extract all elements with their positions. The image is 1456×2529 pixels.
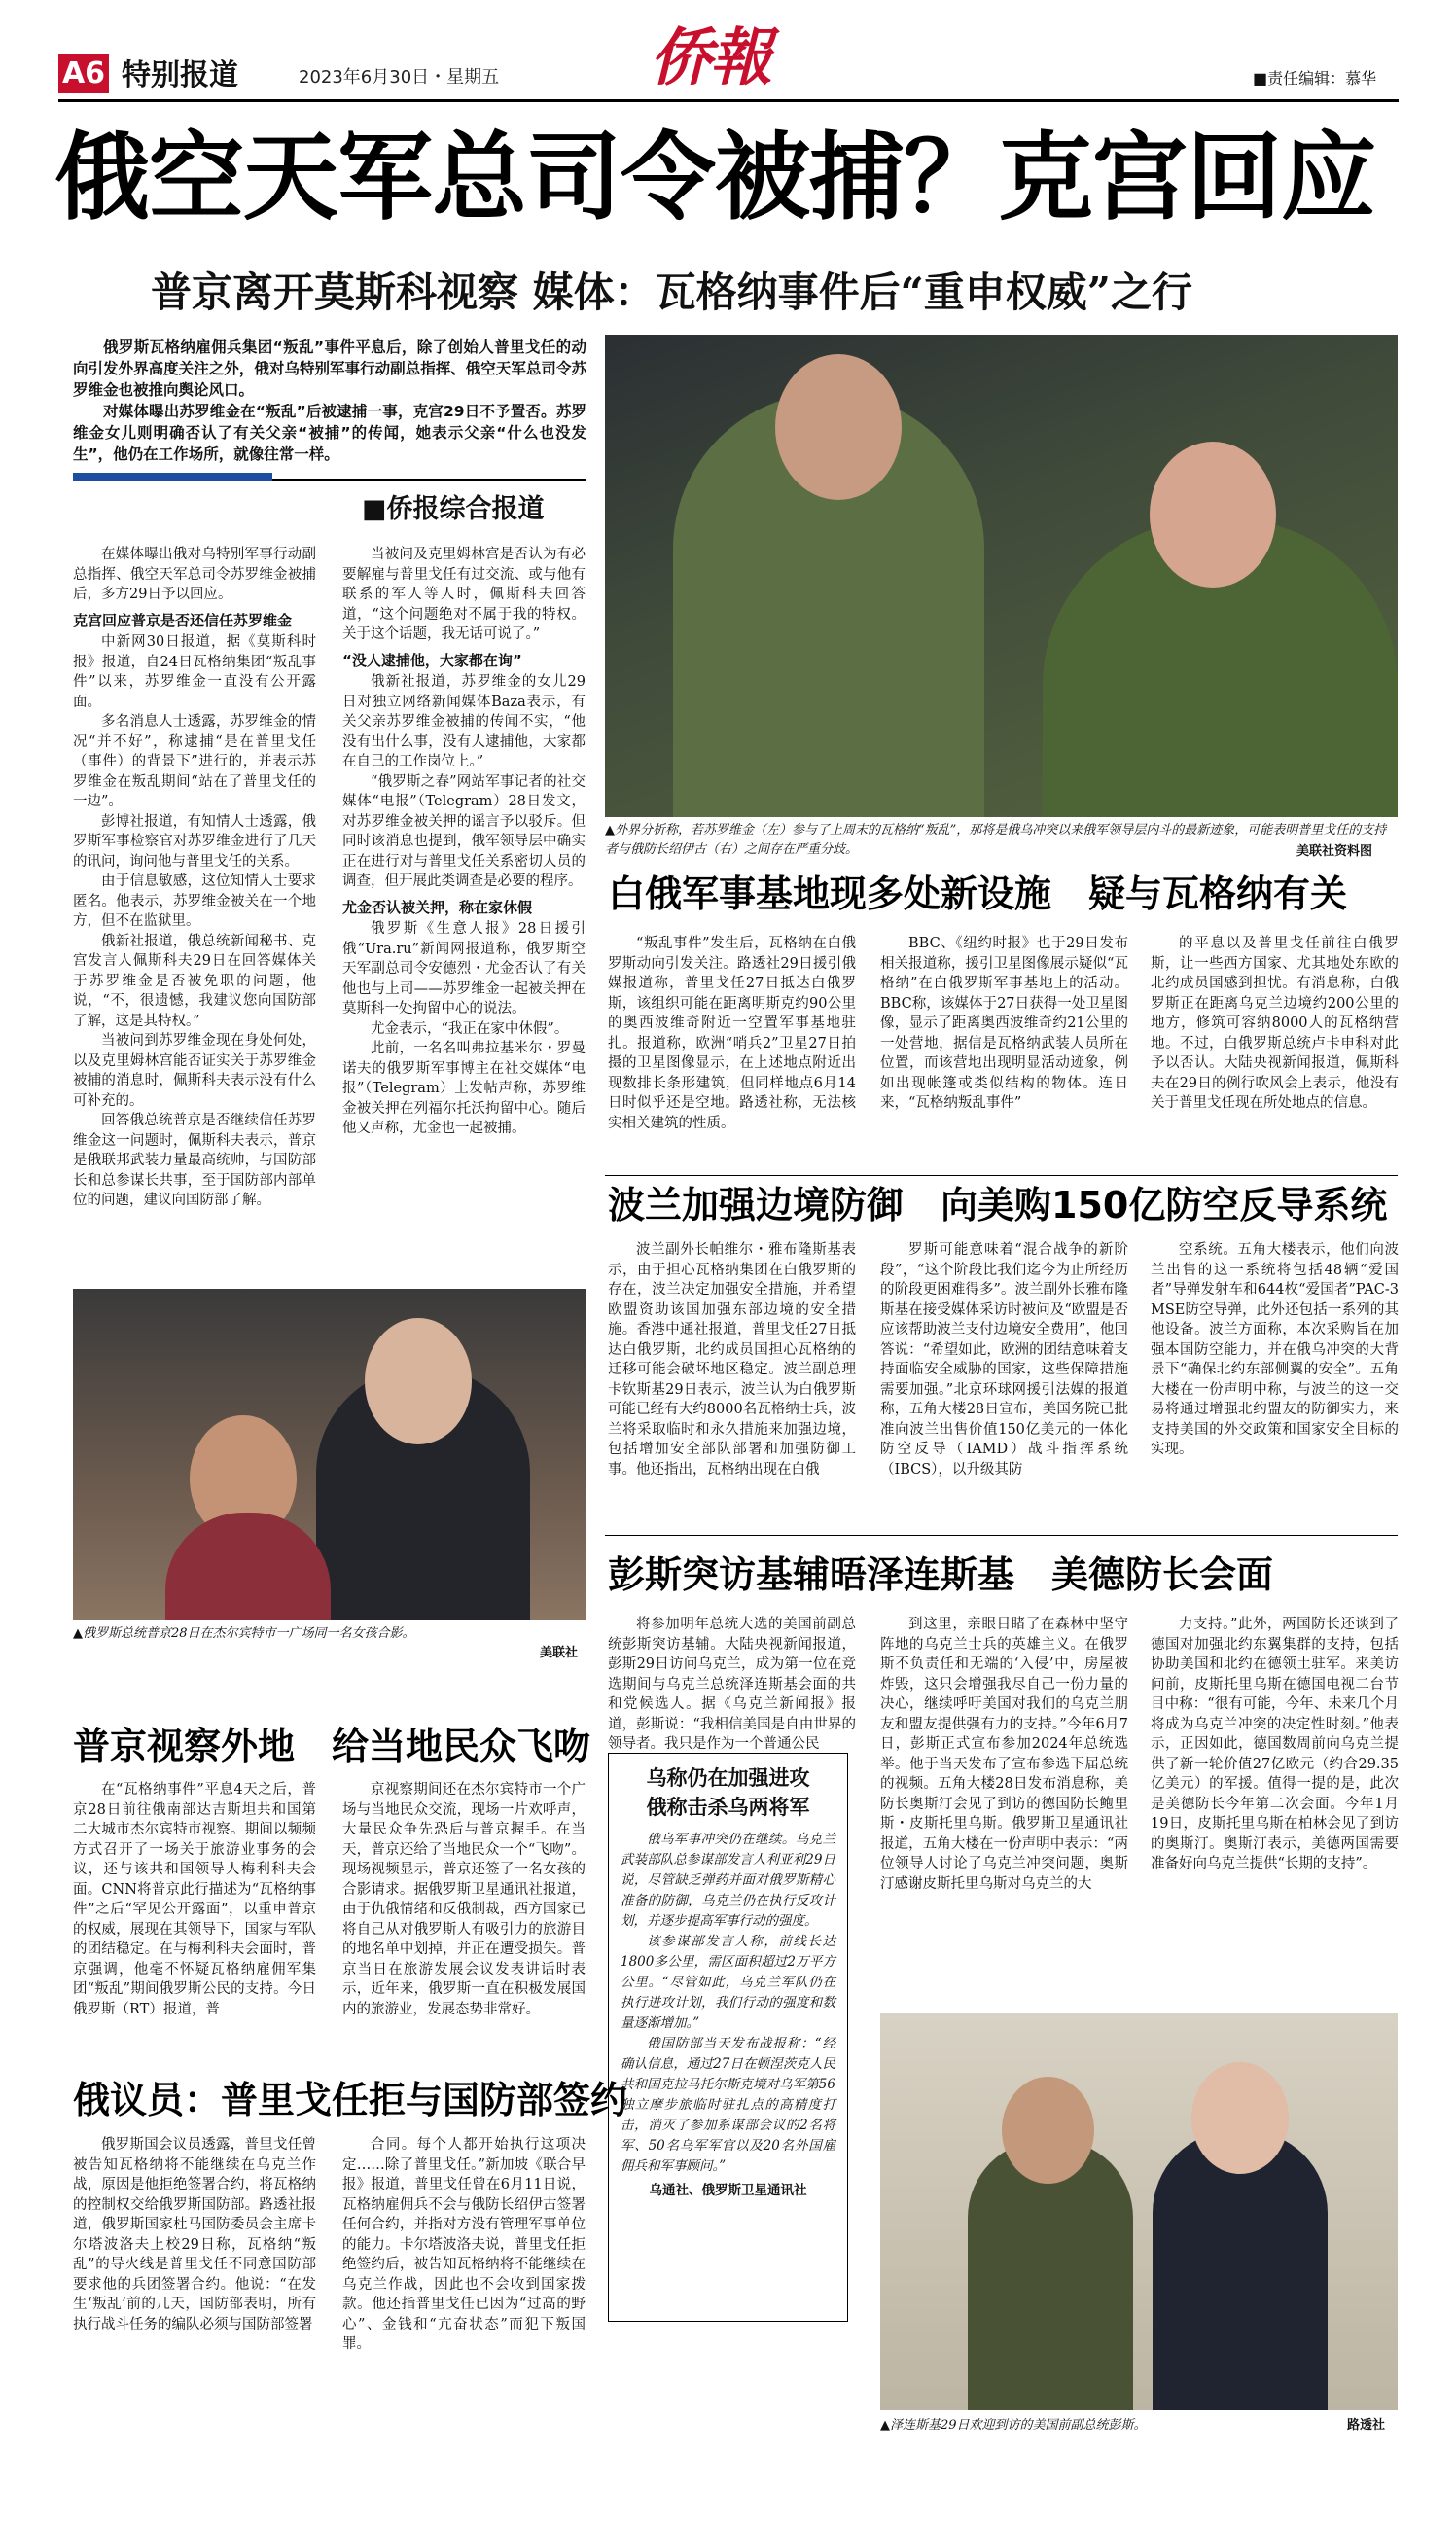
editor-credit: ■责任编辑：慕华 bbox=[1253, 69, 1377, 88]
paragraph: 在媒体曝出俄对乌特别军事行动副总指挥、俄空天军总司令苏罗维金被捕后，多方29日予以回应。 bbox=[73, 547, 316, 602]
story3-rule bbox=[605, 1175, 1398, 1176]
officer-left-head bbox=[775, 354, 902, 500]
lead-photo bbox=[605, 335, 1398, 817]
paragraph: 多名消息人士透露，苏罗维金的情况“并不好”，称逮捕“是在普里戈任（事件）的背景下”进行的，并表示苏罗维金在叛乱期间“站在了普里戈任的一边”。 bbox=[73, 714, 316, 809]
paragraph: 此前，一名名叫弗拉基米尔・罗曼诺夫的俄罗斯军事博主在社交媒体“电报”（Telegram）上发帖声称，苏罗维金被关押在列福尔托沃拘留中心。随后他又声称，尤金也一起被捕。 bbox=[342, 1041, 586, 1136]
box-paragraph: 俄国防部当天发布战报称：“经确认信息，通过27日在顿涅茨克人民共和国克拉马托尔斯克境对乌军第56独立摩步旅临时驻扎点的高精度打击，消灭了参加系谋部会议的2名将军、50名乌军军官以及20名外国雇佣兵和军事顾问。” bbox=[621, 2036, 835, 2174]
lead-photo-credit: 美联社资料图 bbox=[1296, 844, 1373, 859]
zelensky-photo-credit: 路透社 bbox=[1347, 2418, 1386, 2433]
story4-column-1: 在“瓦格纳事件”平息4天之后，普京28日前往俄南部达吉斯坦共和国第二大城市杰尔宾特市视察。期间以频频方式召开了一场关于旅游业事务的会议，还与该共和国领导人梅利科夫会面。CNN将普京此行描述为“瓦格纳事件”之后“罕见公开露面”，以重申普京的权威，展现在其领导下，国家与军队的团结稳定。在与梅利科夫会面时，普京强调，他毫不怀疑瓦格纳雇佣军集团“叛乱”期间俄罗斯公民的支持。今日俄罗斯（RT）报道，普 bbox=[73, 1782, 316, 2017]
story6-column-3: 力支持。”此外，两国防长还谈到了德国对加强北约东翼集群的支持，包括协助美国和北约在德领土驻军。来美访问前，皮斯托里乌斯在德国电视二台节目中称：“很有可能，今年、未来几个月将成为乌克兰冲突的决定性时刻。”他表示，正因如此，德国数周前向乌克兰提供了新一轮价值27亿欧元（约合29.35亿美元）的军援。值得一提的是，此次是美德防长今年第二次会面。今年1月19日，皮斯托里乌斯在柏林会见了到访的奥斯汀。奥斯汀表示，美德两国需要准备好向乌克兰提供“长期的支持”。 bbox=[1151, 1617, 1399, 1871]
header-rule bbox=[58, 99, 1399, 102]
subhead: 克宫回应普京是否还信任苏罗维金 bbox=[73, 611, 293, 629]
story3-column-3: 空系统。五角大楼表示，他们向波兰出售的这一系统将包括48辆“爱国者”导弹发射车和644枚“爱国者”PAC-3 MSE防空导弹，此外还包括一系列的其他设备。波兰方面称，本次采购旨在加强本国防空能力，并在俄乌冲突的大背景下“确保北约东部侧翼的安全”。五角大楼在一份声明中称，与波兰的这一交易将通过增强北约盟友的防御实力，来支持美国的外交政策和国家安全目标的实现。 bbox=[1151, 1242, 1399, 1457]
story4-column-2: 京视察期间还在杰尔宾特市一个广场与当地民众交流，现场一片欢呼声，大量民众争先恐后与普京握手。在当天，普京还给了当地民众一个“飞吻”。现场视频显示，普京还签了一名女孩的合影请求。据俄罗斯卫星通讯社报道，由于仇俄情绪和反俄制裁，西方国家已将自己从对俄罗斯人有吸引力的旅游目的地名单中划掉，并正在遭受损失。普京当日在旅游发展会议发表讲话时表示，近年来，俄罗斯一直在积极发展国内的旅游业，发展态势非常好。 bbox=[342, 1782, 586, 2017]
paragraph: 由于信息敏感，这位知情人士要求匿名。他表示，苏罗维金被关在一个地方，但不在监狱里。 bbox=[73, 873, 316, 929]
story2-column-2: BBC、《纽约时报》也于29日发布相关报道称，援引卫星图像展示疑似“瓦格纳”在白俄罗斯军事基地上的活动。BBC称，该媒体于27日获得一处卫星图像，显示了距离奥西波维奇约21公里的一处营地，据信是瓦格纳武装人员所在位置，而该营地出现明显活动迹象，例如出现帐篷或类似结构的物体。连日来，“瓦格纳叛乱事件” bbox=[880, 936, 1128, 1111]
sidebar-box bbox=[608, 1753, 848, 2322]
putin-photo bbox=[73, 1289, 586, 1620]
box-credit: 乌通社、俄罗斯卫星通讯社 bbox=[649, 2183, 807, 2198]
page-number-badge bbox=[58, 54, 109, 93]
lead-subheadline: 普京离开莫斯科视察 媒体：瓦格纳事件后“重申权威”之行 bbox=[151, 268, 1192, 316]
story3-column-2: 罗斯可能意味着“混合战争的新阶段”，“这个阶段比我们迄今为止所经历的阶段更困难得多”。波兰副外长雅布隆斯基在接受媒体采访时被问及“欧盟是否应该帮助波兰支付边境安全费用”，他回答说：“希望如此，欧洲的团结意味着支持面临安全威胁的国家，这些保障措施需要加强。”北京环球网援引法媒的报道称，五角大楼28日宣布，美国务院已批准向波兰出售价值150亿美元的一体化防空反导（IAMD）战斗指挥系统（IBCS），以升级其防 bbox=[880, 1242, 1128, 1478]
box-paragraph: 该参谋部发言人称，前线长达1800多公里，需区面积超过2万平方公里。“尽管如此，乌克兰军队仍在执行进攻计划，我们行动的强度和数量逐渐增加。” bbox=[621, 1934, 835, 2031]
story6-column-2: 到这里，亲眼目睹了在森林中坚守阵地的乌克兰士兵的英雄主义。在俄罗斯不负责任和无端的‘入侵’中，房屋被炸毁，这只会增强我尽自己一份力量的决心，继续呼吁美国对我们的乌克兰朋友和盟友提供强有力的支持。”今年6月7日，彭斯正式宣布参加2024年总统选举。他于当天发布了宣布参选下届总统的视频。五角大楼28日发布消息称，美防长奥斯汀会见了到访的德国防长鲍里斯・皮斯托里乌斯。俄罗斯卫星通讯社报道，五角大楼在一份声明中表示：“两位领导人讨论了乌克兰冲突问题，奥斯汀感谢皮斯托里乌斯对乌克兰的大 bbox=[880, 1617, 1128, 1892]
lead-headline: 俄空天军总司令被捕？克宫回应 bbox=[54, 123, 1376, 233]
lead-summary bbox=[73, 337, 586, 465]
story3-column-1: 波兰副外长帕维尔・雅布隆斯基表示，由于担心瓦格纳集团在白俄罗斯的存在，波兰决定加强安全措施，并希望欧盟资助该国加强东部边境的安全措施。香港中通社报道，普里戈任27日抵达白俄罗斯，北约成员国担心瓦格纳的迁移可能会破坏地区稳定。波兰副总理卡钦斯基29日表示，波兰认为白俄罗斯可能已经有大约8000名瓦格纳士兵，波兰将采取临时和永久措施来加强边境，包括增加安全部队部署和加强防御工事。他还指出，瓦格纳出现在白俄 bbox=[608, 1242, 856, 1478]
story2-column-1: “叛乱事件”发生后，瓦格纳在白俄罗斯动向引发关注。路透社29日援引俄媒报道称，普里戈任27日抵达白俄罗斯，该组织可能在距离明斯克约90公里的奥西波维奇附近一空置军事基地驻扎。报道称，欧洲“哨兵2”卫星27日拍摄的卫星图像显示，在上述地点附近出现数排长条形建筑，但同样地点6月14日时似乎还是空地。路透社称，无法核实相关建筑的性质。 bbox=[608, 936, 856, 1131]
putin-photo-credit: 美联社 bbox=[540, 1646, 579, 1660]
story4-headline: 普京视察外地 给当地民众飞吻 bbox=[73, 1725, 591, 1767]
subhead: “没人逮捕他，大家都在询” bbox=[342, 651, 522, 669]
paragraph: 俄新社报道，苏罗维金的女儿29日对独立网络新闻媒体Baza表示，有关父亲苏罗维金被捕的传闻不实，“他没有出什么事，没有人逮捕他，大家都在自己的工作岗位上。” bbox=[342, 674, 586, 769]
zelensky-head bbox=[1002, 2077, 1094, 2184]
story2-headline: 白俄军事基地现多处新设施 疑与瓦格纳有关 bbox=[608, 873, 1348, 915]
putin-photo-caption: ▲俄罗斯总统普京28日在杰尔宾特市一广场同一名女孩合影。 bbox=[73, 1626, 415, 1641]
story2-column-3: 的平息以及普里戈任前往白俄罗斯，让一些西方国家、尤其地处东欧的北约成员国感到担忧。有消息称，白俄罗斯正在距离乌克兰边境约200公里的地方，修筑可容纳8000人的瓦格纳营地。不过，白俄罗斯总统卢卡申科对此予以否认。大陆央视新闻报道，佩斯科夫在29日的例行吹风会上表示，他没有关于普里戈任现在所处地点的信息。 bbox=[1151, 936, 1399, 1111]
section-title: 特别报道 bbox=[122, 58, 238, 92]
paragraph: 当被问到苏罗维金现在身处何处，以及克里姆林宫能否证实关于苏罗维金被捕的消息时，佩斯科夫表示没有什么可补充的。 bbox=[73, 1033, 316, 1109]
story6-rule bbox=[605, 1535, 1398, 1536]
summary-paragraph: 俄罗斯瓦格纳雇佣兵集团“叛乱”事件平息后，除了创始人普里戈任的动向引发外界高度关注之外，俄对乌特别军事行动副总指挥、俄空天军总司令苏罗维金也被推向舆论风口。 bbox=[73, 338, 586, 399]
story3-headline: 波兰加强边境防御 向美购150亿防空反导系统 bbox=[608, 1184, 1388, 1227]
zelensky-photo-caption: ▲泽连斯基29日欢迎到访的美国前副总统彭斯。 bbox=[880, 2418, 1147, 2433]
box-paragraph: 俄乌军事冲突仍在继续。乌克兰武装部队总参谋部发言人利亚利29日说，尽管缺乏弹药并面对俄罗斯精心准备的防御，乌克兰仍在执行反攻计划，并逐步提高军事行动的强度。 bbox=[621, 1832, 835, 1929]
girl-figure bbox=[165, 1513, 331, 1620]
summary-paragraph: 对媒体曝出苏罗维金在“叛乱”后被逮捕一事，克宫29日不予置否。苏罗维金女儿则明确否认了有关父亲“被捕”的传闻，她表示父亲“什么也没发生”，他仍在工作场所，就像往常一样。 bbox=[73, 403, 586, 463]
story5-headline: 俄议员：普里戈任拒与国防部签约 bbox=[73, 2079, 628, 2121]
paragraph: 俄新社报道，俄总统新闻秘书、克宫发言人佩斯科夫29日在回答媒体关于苏罗维金是否被免职的问题，他说，“不，很遗憾，我建议您向国防部了解，这是其特权。” bbox=[73, 933, 316, 1029]
paragraph: 尤金表示，“我正在家中休假”。 bbox=[371, 1020, 569, 1037]
subhead: 尤金否认被关押，称在家休假 bbox=[342, 898, 533, 916]
zelensky-pence-photo bbox=[880, 2013, 1398, 2410]
story5-column-1: 俄罗斯国会议员透露，普里戈任曾被告知瓦格纳将不能继续在乌克兰作战，原因是他拒绝签署合约，将瓦格纳的控制权交给俄罗斯国防部。路透社报道，俄罗斯国家杜马国防委员会主席卡尔塔波洛夫上校29日称，瓦格纳“叛乱”的导火线是普里戈任不同意国防部要求他的兵团签署合约。他说：“在发生‘叛乱’前的几天，国防部表明，所有执行战斗任务的编队必须与国防部签署 bbox=[73, 2137, 316, 2333]
box-headline: 乌称仍在加强进攻 俄称击杀乌两将军 bbox=[646, 1766, 810, 1819]
paragraph: 彭博社报道，有知情人士透露，俄罗斯军事检察官对苏罗维金进行了几天的讯问，询问他与普里戈任的关系。 bbox=[73, 813, 316, 870]
officer-right-head bbox=[1150, 442, 1276, 588]
pence-head bbox=[1191, 2062, 1289, 2174]
masthead-logo: 侨報 bbox=[650, 21, 770, 94]
lead-byline: ■侨报综合报道 bbox=[362, 494, 545, 524]
lead-column-2 bbox=[342, 545, 586, 1139]
paragraph: 当被问及克里姆林宫是否认为有必要解雇与普里戈任有过交流、或与他有联系的军人等人时，佩斯科夫回答道，“这个问题绝对不属于我的特权。关于这个话题，我无话可说了。” bbox=[342, 547, 586, 642]
page-label: A6 bbox=[61, 56, 106, 90]
paragraph: 俄罗斯《生意人报》28日援引俄“Ura.ru”新闻网报道称，俄罗斯空天军副总司令安德烈・尤金否认了有关他也与上司——苏罗维金一起被关押在莫斯科一处拘留中心的说法。 bbox=[342, 921, 586, 1016]
lead-column-1 bbox=[73, 545, 316, 1211]
paragraph: 中新网30日报道，据《莫斯科时报》报道，自24日瓦格纳集团“叛乱事件”以来，苏罗维金一直没有公开露面。 bbox=[73, 634, 316, 710]
story6-headline: 彭斯突访基辅晤泽连斯基 美德防长会面 bbox=[608, 1553, 1274, 1596]
story6-column-1: 将参加明年总统大选的美国前副总统彭斯突访基辅。大陆央视新闻报道，彭斯29日访问乌克兰，成为第一位在竞选期间与乌克兰总统泽连斯基会面的共和党候选人。据《乌克兰新闻报》报道，彭斯说：“我相信美国是自由世界的领导者。我只是作为一个普通公民 bbox=[608, 1617, 856, 1752]
story5-column-2: 合同。每个人都开始执行这项决定……除了普里戈任。”新加坡《联合早报》报道，普里戈任曾在6月11日说，瓦格纳雇佣兵不会与俄防长绍伊古签署任何合约，并指对方没有管理军事单位的能力。卡尔塔波洛夫说，普里戈任拒绝签约后，被告知瓦格纳将不能继续在乌克兰作战，因此也不会收到国家拨款。他还指普里戈任已因为“过高的野心”、金钱和“亢奋状态”而犯下叛国罪。 bbox=[342, 2137, 586, 2352]
summary-accent-bar bbox=[73, 473, 272, 481]
lead-photo-caption: ▲外界分析称，若苏罗维金（左）参与了上周末的瓦格纳“叛乱”，那将是俄乌冲突以来俄军领导层内斗的最新迹象，可能表明普里戈任的支持者与俄防长绍伊古（右）之间存在严重分歧。 bbox=[605, 823, 1387, 857]
issue-date: 2023年6月30日・星期五 bbox=[299, 67, 500, 88]
paragraph: 回答俄总统普京是否继续信任苏罗维金这一问题时，佩斯科夫表示，普京是俄联邦武装力量最高统帅，与国防部长和总参谋长共事，至于国防部内部单位的问题，建议向国防部了解。 bbox=[73, 1113, 316, 1208]
putin-head bbox=[365, 1318, 472, 1444]
paragraph: “俄罗斯之春”网站军事记者的社交媒体“电报”（Telegram）28日发文，对苏罗维金被关押的谣言予以驳斥。但同时该消息也提到，俄军领导层中确实正在进行对与普里戈任关系密切人员的调查，但开展此类调查是必要的程序。 bbox=[342, 773, 586, 889]
